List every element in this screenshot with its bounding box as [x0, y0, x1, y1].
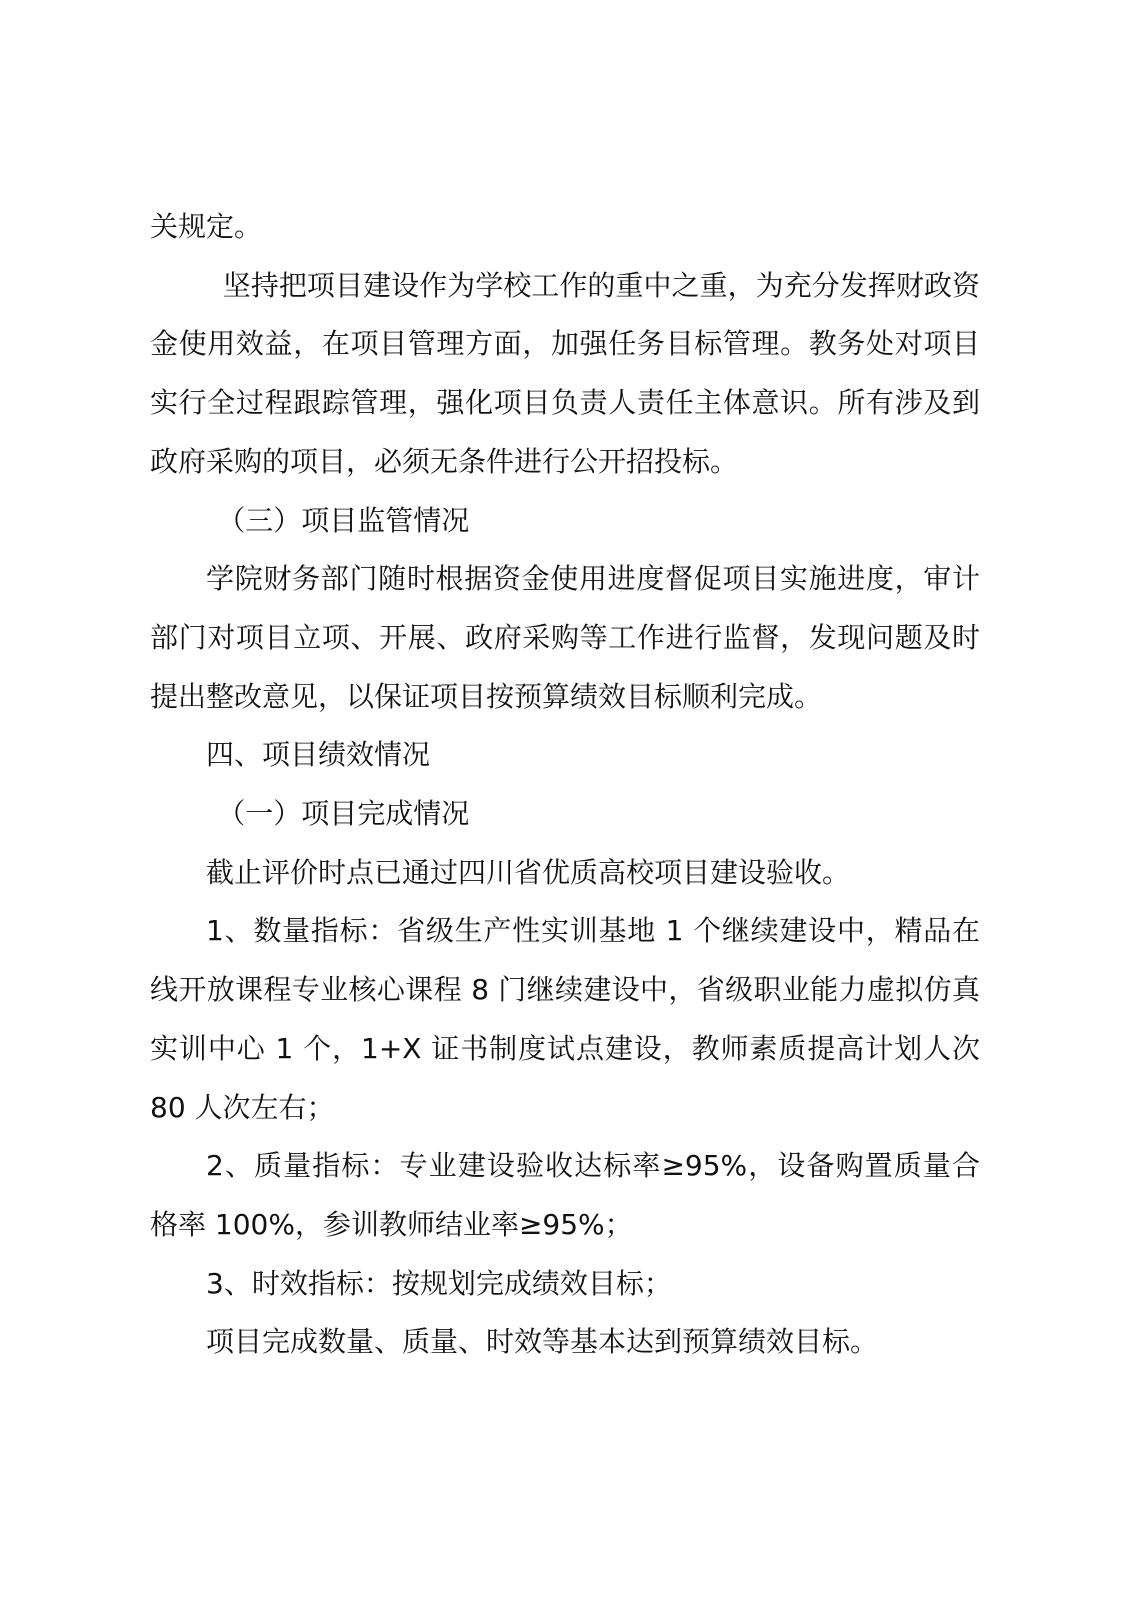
document-body: [150, 198, 980, 1372]
paragraph-acceptance: 截止评价时点已通过四川省优质高校项目建设验收。: [206, 855, 851, 889]
paragraph-quality-indicators: 2、质量指标：专业建设验收达标率≥95%，设备购置质量合格率 100%，参训教师结业率≥95%；: [150, 1149, 980, 1241]
paragraph-supervision: 学院财务部门随时根据资金使用进度督促项目实施进度，审计部门对项目立项、开展、政府采购等工作进行监督，发现问题及时提出整改意见，以保证项目按预算绩效目标顺利完成。: [150, 562, 980, 713]
paragraph-timeliness-indicators: 3、时效指标：按规划完成绩效目标；: [206, 1266, 672, 1300]
section-heading-performance: 四、项目绩效情况: [206, 738, 431, 772]
paragraph-summary: 项目完成数量、质量、时效等基本达到预算绩效目标。: [206, 1325, 879, 1359]
section-heading-completion: （一）项目完成情况: [217, 797, 470, 831]
section-heading-supervision: （三）项目监管情况: [217, 503, 470, 537]
paragraph-quantity-indicators: 1、数量指标：省级生产性实训基地 1 个继续建设中，精品在线开放课程专业核心课程 8 门继续建设中，省级职业能力虚拟仿真实训中心 1 个，1+X 证书制度试点建设，教师素质提高计划人次 80 人次左右；: [150, 914, 980, 1124]
paragraph-continuation: 关规定。: [150, 210, 263, 243]
paragraph-project-management: 坚持把项目建设作为学校工作的重中之重，为充分发挥财政资金使用效益，在项目管理方面，加强任务目标管理。教务处对项目实行全过程跟踪管理，强化项目负责人责任主体意识。所有涉及到政府采购的项目，必须无条件进行公开招投标。: [150, 268, 980, 478]
